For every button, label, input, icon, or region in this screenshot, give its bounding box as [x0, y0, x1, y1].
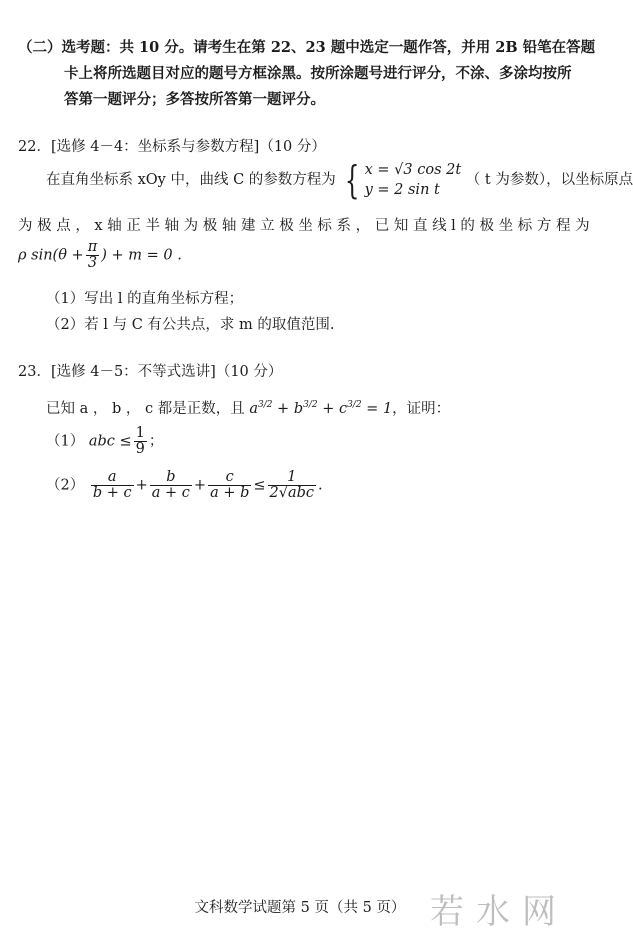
numerator-a: a — [91, 470, 134, 486]
plus-sign: + — [135, 477, 148, 494]
denominator-a-plus-c: a + c — [151, 485, 190, 501]
part1-lhs: abc ≤ — [88, 433, 132, 450]
polar-equation — [18, 240, 182, 271]
q22-line-2: 为 极 点 ， x 轴 正 半 轴 为 极 轴 建 立 极 坐 标 系 ， 已 知 直 线 l 的 极 坐 标 方 程 为 — [18, 218, 590, 234]
q22-intro — [46, 160, 633, 200]
section-instructions-line-2: 卡上将所选题目对应的题号方框涂黑。按所涂题号进行评分，不涂、多涂均按所 — [64, 65, 572, 82]
part1-end: ； — [148, 433, 164, 450]
numerator-c: c — [208, 470, 251, 486]
given-post: ，证明： — [392, 401, 451, 417]
given-pre: 已知 a ， b ， c 都是正数，且 — [46, 401, 250, 417]
nine: 9 — [135, 441, 145, 457]
q22-intro-after: （ t 为参数），以坐标原点 — [465, 172, 633, 188]
denominator-b-plus-c: b + c — [92, 485, 132, 501]
part1-label: （1） — [46, 433, 85, 450]
left-brace: { — [345, 158, 360, 202]
rhs-fraction — [268, 470, 317, 501]
watermark-logo: 若水网 — [430, 892, 568, 932]
q22-intro-text: 在直角坐标系 xOy 中，曲线 C 的参数方程为 — [46, 172, 336, 188]
numerator-b: b — [150, 470, 192, 486]
fraction-c — [208, 470, 251, 501]
rhs-numerator: 1 — [268, 470, 317, 486]
q22-part-1: （1）写出 l 的直角坐标方程； — [46, 291, 244, 307]
q23-given — [46, 397, 450, 418]
part2-label: （2） — [46, 477, 85, 494]
q23-header: 23．[选修 4－5：不等式选讲]（10 分） — [18, 364, 283, 380]
param-equations — [365, 160, 462, 200]
period: . — [318, 477, 323, 494]
page-footer: 文科数学试题第 5 页（共 5 页） — [194, 900, 406, 916]
pi: π — [87, 239, 98, 255]
one: 1 — [135, 425, 145, 441]
param-eq-x: x = √3 cos 2t — [364, 162, 462, 178]
q22-header: 22．[选修 4－4：坐标系与参数方程]（10 分） — [18, 139, 326, 155]
param-eq-y: y = 2 sin t — [364, 182, 440, 198]
denominator-a-plus-b: a + b — [210, 485, 250, 501]
plus-sign: + — [193, 477, 207, 494]
polar-post: ) + m = 0 . — [101, 247, 182, 264]
fraction-b — [150, 470, 192, 501]
polar-pre: ρ sin(θ + — [18, 247, 84, 264]
leq-sign: ≤ — [253, 477, 266, 494]
one-ninth — [134, 426, 147, 457]
q22-part-2: （2）若 l 与 C 有公共点，求 m 的取值范围. — [46, 317, 335, 333]
rhs-denominator: 2√abc — [269, 485, 315, 501]
q23-part-2 — [46, 470, 323, 501]
fraction-a — [91, 470, 134, 501]
three: 3 — [87, 255, 98, 271]
pi-over-3 — [86, 240, 100, 271]
given-expression: $a^{3/2} + b^{3/2} + c^{3/2} = 1$ — [249, 400, 393, 417]
section-instructions-line-1: （二）选考题：共 10 分。请考生在第 22、23 题中选定一题作答，并用 2B 铅笔在答题 — [18, 39, 596, 56]
q23-part-1 — [46, 426, 163, 457]
section-instructions-line-3: 答第一题评分；多答按所答第一题评分。 — [64, 91, 325, 108]
